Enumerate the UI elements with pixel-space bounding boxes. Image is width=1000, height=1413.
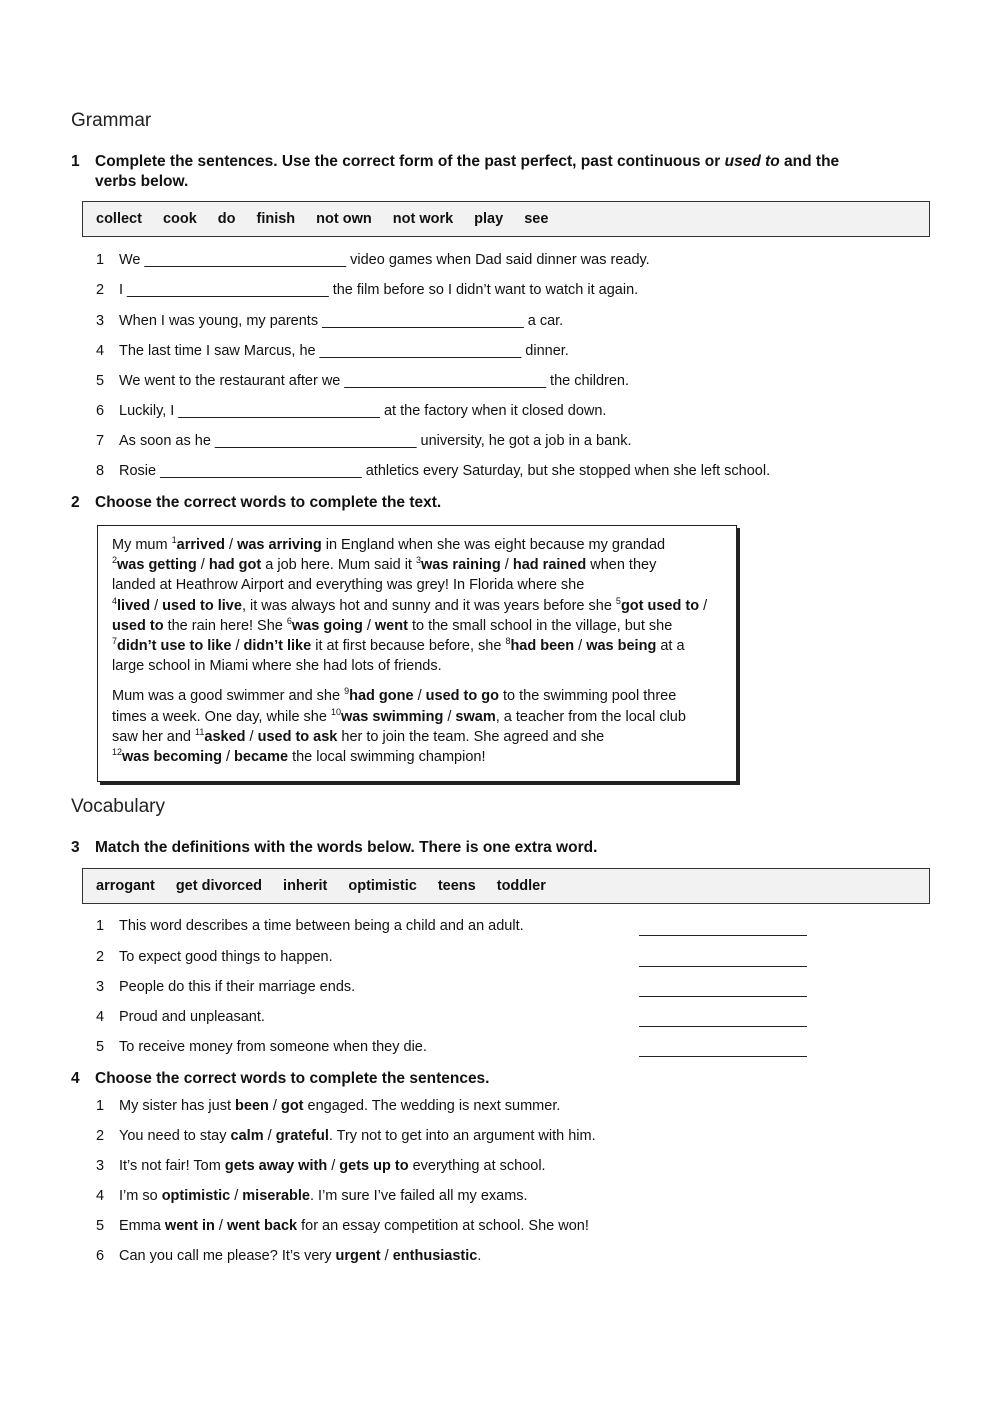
exercise-3-instruction: 3 Match the definitions with the words below. There is one extra word. bbox=[71, 839, 598, 856]
option-b[interactable]: went back bbox=[226, 1218, 298, 1234]
word-item: arrogant bbox=[96, 878, 155, 894]
option-a[interactable]: calm bbox=[230, 1128, 264, 1144]
option-b[interactable]: got bbox=[280, 1098, 304, 1114]
exercise-number: 1 bbox=[71, 153, 80, 170]
option-a[interactable]: optimistic bbox=[161, 1188, 231, 1204]
exercise-1-items: 1 We _________________________ video games when Dad said dinner was ready. 2 I _________________________ the film before so I didn’t want to watch it again. 3 When I was young, my parents _________________________ a car. 4 The last time I saw Marcus, he _________________________ dinner. 5 We went to the restaurant after we _________________________ the children. 6 Luckily, I _________________________ at the factory when it closed down. 7 As soon as he _________________________ university, he got a job in a bank. 8 Rosie _________________________ athletics every Saturday, but she stopped when she left school. bbox=[96, 252, 771, 479]
word-box-ex3 bbox=[82, 868, 930, 904]
exercise-2-instruction: 2 Choose the correct words to complete the text. bbox=[71, 494, 442, 511]
paragraph-1: My mum $^1$arrived / was arriving in England when she was eight because my grandad $^2$was getting / had got a job here. Mum said it $^3$was raining / had rained when they landed at Heathrow Airport and everything was grey! In Florida where she $^4$lived / used to live, it was always hot and sunny and it was years before she $^5$got used to / used to the rain here! She $^6$was going / went to the small school in the village, but she $^7$didn’t use to like / didn’t like it at first because before, she $^8$had been / was being at a large school in Miami where she had lots of friends. bbox=[112, 535, 708, 675]
option-b[interactable]: enthusiastic bbox=[392, 1248, 478, 1264]
option-a[interactable]: been bbox=[235, 1098, 269, 1114]
answer-line[interactable] bbox=[639, 1042, 807, 1057]
word-item: toddler bbox=[496, 878, 546, 894]
grammar-heading: Grammar bbox=[71, 110, 152, 131]
word-item: see bbox=[524, 211, 549, 227]
word-item: cook bbox=[162, 211, 197, 227]
word-item: finish bbox=[256, 211, 296, 227]
vocabulary-heading: Vocabulary bbox=[71, 796, 166, 817]
exercise-1-instruction: 1 Complete the sentences. Use the correct form of the past perfect, past continuous or used to and the verbs below. bbox=[71, 153, 840, 190]
answer-line[interactable] bbox=[639, 921, 807, 936]
option-b[interactable]: miserable bbox=[242, 1188, 310, 1204]
answer-line[interactable] bbox=[639, 952, 807, 967]
option-a[interactable]: urgent bbox=[335, 1248, 381, 1264]
word-item: teens bbox=[437, 878, 476, 894]
exercise-4-instruction: 4 Choose the correct words to complete the sentences. bbox=[71, 1070, 490, 1087]
word-item: do bbox=[217, 211, 236, 227]
paragraph-2: Mum was a good swimmer and she $^9$had gone / used to go to the swimming pool three times a week. One day, while she $^{10}$was swimming / swam, a teacher from the local club saw her and $^{11}$asked / used to ask her to join the team. She agreed and she $^{12}$was becoming / became the local swimming champion! bbox=[112, 686, 686, 766]
exercise-3-items: 1 This word describes a time between being a child and an adult. 2 To expect good things to happen. 3 People do this if their marriage ends. 4 Proud and unpleasant. 5 To receive money from someone when they die. bbox=[96, 918, 956, 1060]
option-a[interactable]: gets away with bbox=[224, 1158, 328, 1174]
exercise-4-items: 1 My sister has just been / got engaged. The wedding is next summer. 2 You need to stay calm / grateful. Try not to get into an argument with him. 3 It’s not fair! Tom gets away with / gets up to everything at school. 4 I’m so optimistic / miserable. I’m sure I’ve failed all my exams. 5 Emma went in / went back for an essay competition at school. She won! 6 Can you call me please? It’s very urgent / enthusiastic. bbox=[96, 1098, 596, 1264]
word-item: play bbox=[474, 211, 504, 227]
word-item: get divorced bbox=[175, 878, 263, 894]
word-item: not work bbox=[392, 211, 454, 227]
word-box-ex1 bbox=[82, 201, 930, 237]
word-item: inherit bbox=[283, 878, 328, 894]
option-a[interactable]: went in bbox=[164, 1218, 215, 1234]
word-item: not own bbox=[316, 211, 372, 227]
word-item: collect bbox=[96, 211, 142, 227]
option-b[interactable]: gets up to bbox=[339, 1158, 409, 1174]
option-b[interactable]: grateful bbox=[275, 1128, 329, 1144]
reading-text-box bbox=[97, 525, 737, 782]
answer-line[interactable] bbox=[639, 982, 807, 997]
answer-line[interactable] bbox=[639, 1012, 807, 1027]
word-item: optimistic bbox=[348, 878, 417, 894]
